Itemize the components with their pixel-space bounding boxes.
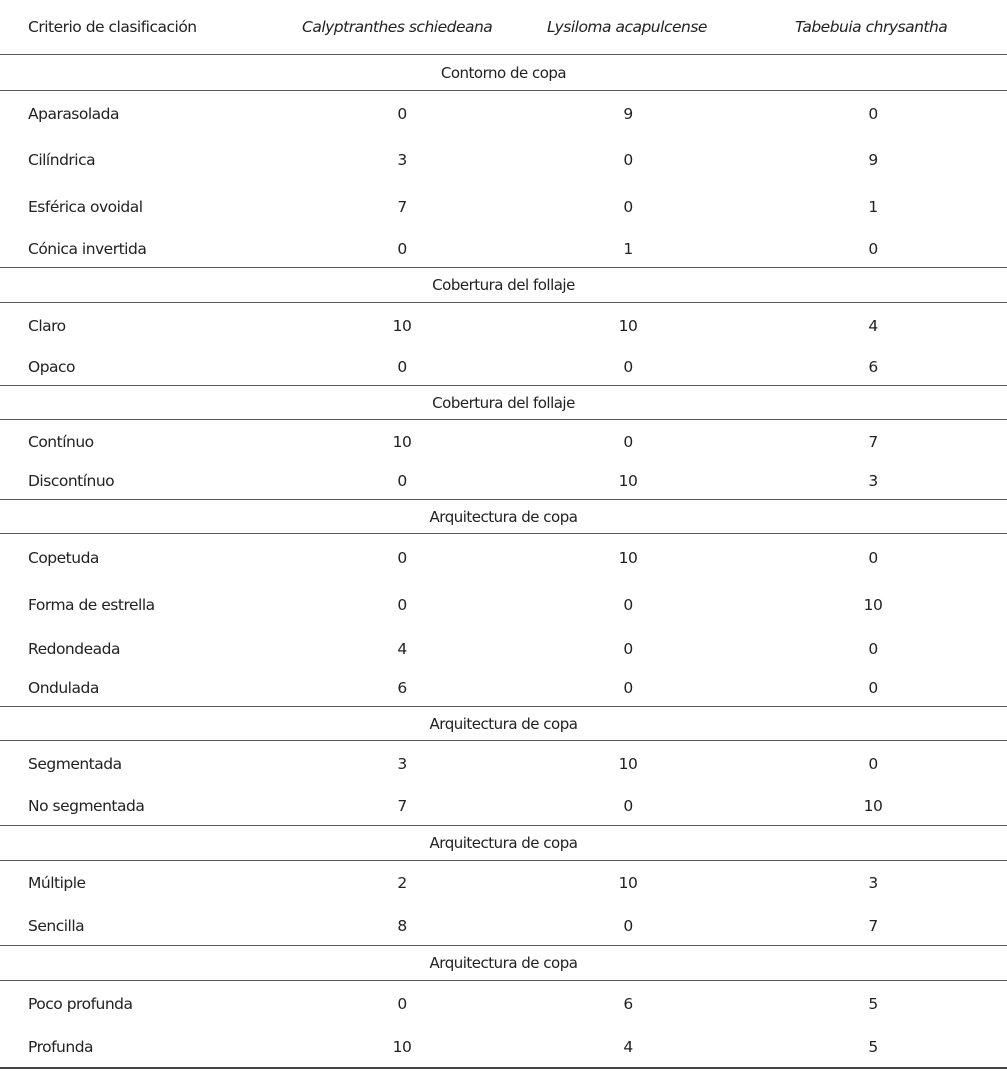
header-lysiloma: Lysiloma acapulcense [547,18,707,36]
row-value: 0 [623,198,633,216]
row-value: 10 [618,874,638,892]
section-title: Arquitectura de copa [429,834,578,852]
row-label: Ondulada [28,679,99,697]
row-value: 0 [397,240,407,258]
section-title: Arquitectura de copa [429,954,578,972]
row-value: 0 [868,755,878,773]
row-value: 6 [868,358,878,376]
row-value: 7 [868,433,878,451]
row-label: Copetuda [28,549,99,567]
row-value: 7 [868,917,878,935]
row-value: 10 [392,1038,412,1056]
row-value: 10 [863,596,883,614]
row-label: Opaco [28,358,76,376]
row-label: Claro [28,317,66,335]
table-bottom-rule [0,1067,1007,1069]
row-value: 0 [397,472,407,490]
section-title: Cobertura del follaje [432,276,575,294]
row-value: 0 [397,995,407,1013]
row-label: Múltiple [28,874,86,892]
row-value: 3 [397,755,407,773]
row-value: 0 [623,917,633,935]
row-value: 7 [397,797,407,815]
row-value: 5 [868,1038,878,1056]
row-value: 0 [868,679,878,697]
row-value: 3 [868,472,878,490]
section-rule [0,302,1007,303]
row-value: 0 [623,596,633,614]
row-value: 5 [868,995,878,1013]
row-label: Aparasolada [28,105,120,123]
row-value: 0 [623,358,633,376]
section-rule [0,499,1007,500]
section-rule [0,980,1007,981]
row-value: 0 [623,151,633,169]
row-value: 10 [618,472,638,490]
row-label: Discontínuo [28,472,115,490]
row-value: 10 [392,317,412,335]
row-value: 0 [623,797,633,815]
row-value: 0 [868,549,878,567]
row-value: 9 [868,151,878,169]
header-tabebuia: Tabebuia chrysantha [795,18,948,36]
row-value: 10 [618,317,638,335]
row-label: Esférica ovoidal [28,198,143,216]
header-rule [0,54,1007,55]
header-criterio: Criterio de clasificación [28,18,197,36]
row-value: 0 [868,240,878,258]
section-rule [0,267,1007,268]
row-value: 10 [618,755,638,773]
section-rule [0,419,1007,420]
section-title: Arquitectura de copa [429,715,578,733]
row-value: 4 [868,317,878,335]
section-rule [0,860,1007,861]
row-value: 0 [623,679,633,697]
row-value: 4 [623,1038,633,1056]
section-title: Arquitectura de copa [429,508,578,526]
row-value: 0 [623,640,633,658]
row-label: Contínuo [28,433,94,451]
row-label: Cónica invertida [28,240,147,258]
section-rule [0,385,1007,386]
row-value: 9 [623,105,633,123]
row-label: Segmentada [28,755,122,773]
row-value: 10 [863,797,883,815]
row-label: Poco profunda [28,995,133,1013]
row-value: 0 [397,596,407,614]
row-value: 0 [397,105,407,123]
section-rule [0,740,1007,741]
section-title: Cobertura del follaje [432,394,575,412]
row-value: 2 [397,874,407,892]
section-rule [0,945,1007,946]
header-calyptranthes: Calyptranthes schiedeana [302,18,493,36]
row-value: 0 [397,358,407,376]
row-value: 1 [623,240,633,258]
section-rule [0,90,1007,91]
section-rule [0,706,1007,707]
row-value: 6 [397,679,407,697]
row-value: 0 [868,640,878,658]
row-value: 1 [868,198,878,216]
row-value: 7 [397,198,407,216]
row-label: Forma de estrella [28,596,155,614]
row-value: 0 [397,549,407,567]
row-value: 4 [397,640,407,658]
row-value: 0 [623,433,633,451]
row-value: 0 [868,105,878,123]
row-value: 6 [623,995,633,1013]
row-label: Sencilla [28,917,85,935]
row-label: Cilíndrica [28,151,96,169]
row-value: 3 [397,151,407,169]
row-label: Profunda [28,1038,94,1056]
section-rule [0,825,1007,826]
row-value: 10 [618,549,638,567]
row-label: No segmentada [28,797,145,815]
row-value: 10 [392,433,412,451]
section-rule [0,533,1007,534]
row-value: 3 [868,874,878,892]
section-title: Contorno de copa [440,64,567,82]
row-label: Redondeada [28,640,120,658]
row-value: 8 [397,917,407,935]
